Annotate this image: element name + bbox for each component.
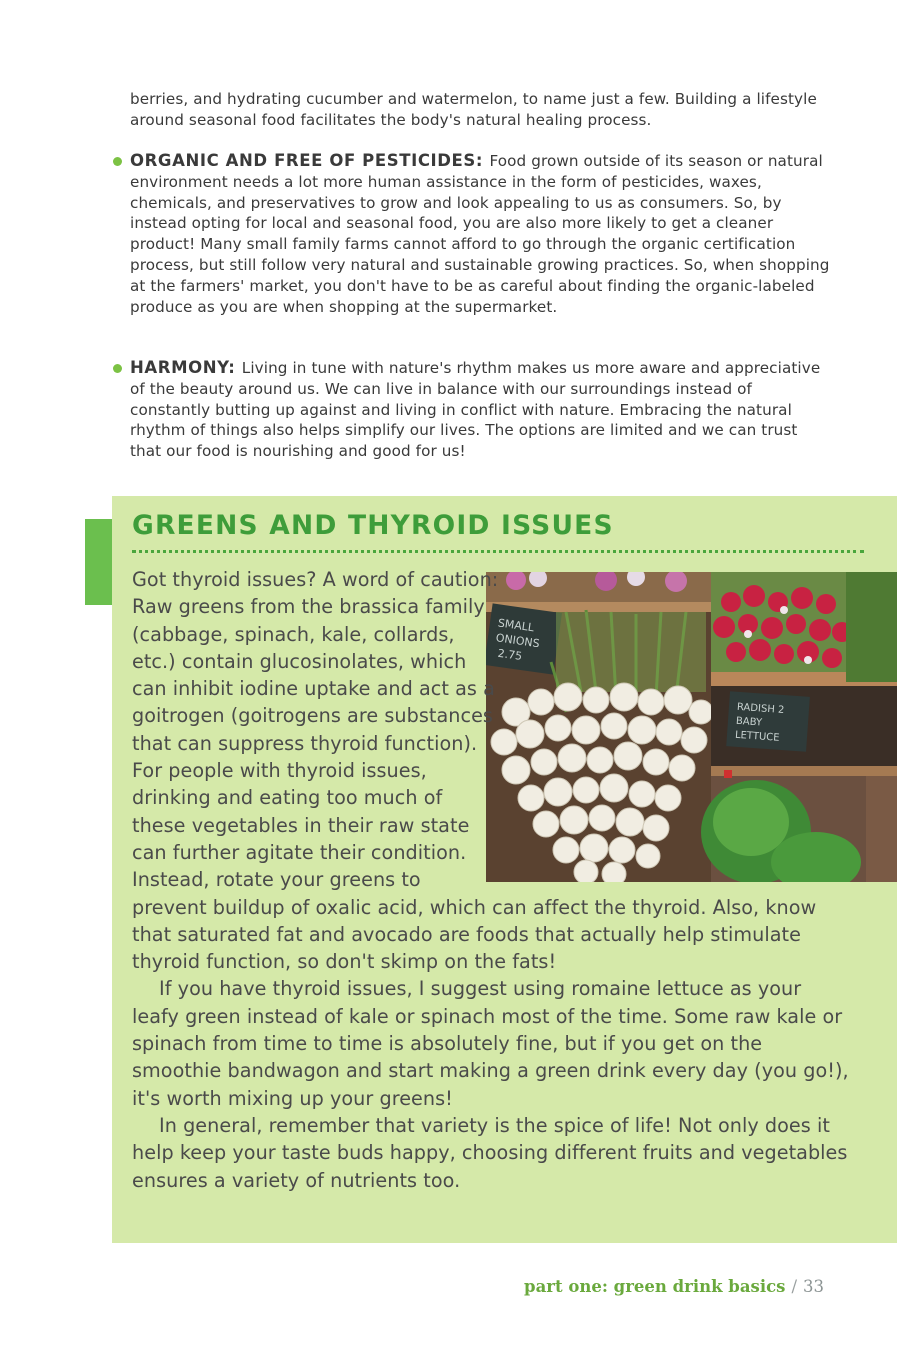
footer-separator: / — [791, 1277, 797, 1296]
sidebar-paragraph: Got thyroid issues? A word of caution: Raw greens from the brassica family (cabbage, spinach, kale, collards, etc.) contain glucosinolates, which can inhibit iodine uptake and act as a goitrogen (goitrogens are substances that can suppress thyroid function). For people with thyroid issues, drinking and eating too much of these vegetables in their raw state can further agitate their condition. Instead, rotate your greens to prevent buildup of oxalic acid, which can affect the thyroid. Also, know that saturated fat and avocado are foods that actually help stimulate thyroid function, so don't skimp on the fats! — [132, 568, 817, 974]
sidebar-title: GREENS AND THYROID ISSUES — [132, 510, 614, 541]
svg-text:BABY: BABY — [735, 715, 763, 729]
svg-text:SMALL: SMALL — [497, 616, 535, 635]
bullet-heading: HARMONY: — [130, 358, 242, 377]
bullet-organic — [130, 151, 830, 317]
sidebar-paragraph: In general, remember that variety is the spice of life! Not only does it help keep your taste buds happy, choosing different fruits and vegetables ensures a variety of nutrients too. — [132, 1113, 848, 1192]
bullet-dot-icon — [113, 157, 122, 166]
page-number: 33 — [803, 1277, 824, 1296]
page-footer — [524, 1277, 824, 1296]
bullet-text: Food grown outside of its season or natural environment needs a lot more human assistance in the form of pesticides, waxes, chemicals, and preservatives to grow and look appealing to us as consumers. So, by instead opting for local and seasonal food, you are also more likely to get a cleaner product! Many small family farms cannot afford to go through the organic certification process, but still follow very natural and sustainable growing practices. So, when shopping at the farmers' market, you don't have to be as careful about finding the organic-labeled produce as you are when shopping at the supermarket. — [130, 152, 830, 316]
bullet-heading: ORGANIC AND FREE OF PESTICIDES: — [130, 151, 490, 170]
bullet-text: Living in tune with nature's rhythm makes us more aware and appreciative of the beauty around us. We can live in balance with our surroundings instead of constantly butting up against and living in conflict with nature. Embracing the natural rhythm of things also helps simplify our lives. The options are limited and we can trust that our food is nourishing and good for us! — [130, 359, 821, 461]
svg-text:RADISH 2: RADISH 2 — [736, 701, 785, 717]
bullet-harmony — [130, 358, 830, 462]
svg-text:2.75: 2.75 — [496, 646, 523, 663]
running-footer-label: part one: green drink basics — [524, 1277, 786, 1296]
dotted-divider — [132, 550, 864, 553]
intro-continuation-paragraph: berries, and hydrating cucumber and watermelon, to name just a few. Building a lifestyle around seasonal food facilitates the body's natural healing process. — [130, 90, 817, 129]
svg-text:ONIONS: ONIONS — [495, 631, 541, 651]
sidebar-paragraph: If you have thyroid issues, I suggest using romaine lettuce as your leafy green instead of kale or spinach most of the time. Some raw kale or spinach from time to time is absolutely fine, but if you get on the smoothie bandwagon and start making a green drink every day (you go!), it's worth mixing up your greens! — [132, 977, 849, 1110]
sidebar-accent-tab — [85, 519, 112, 605]
photo-wrap-spacer — [500, 566, 852, 878]
bullet-dot-icon — [113, 364, 122, 373]
thyroid-sidebar-box — [112, 496, 897, 1243]
svg-text:LETTUCE: LETTUCE — [734, 729, 780, 744]
sidebar-body — [132, 566, 852, 1194]
